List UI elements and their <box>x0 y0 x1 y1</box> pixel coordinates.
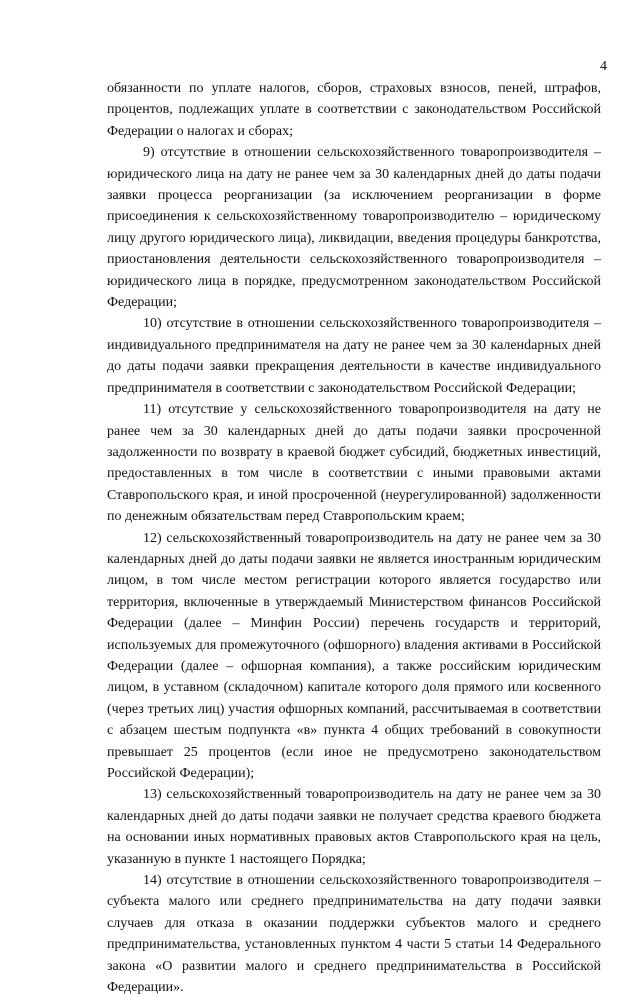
paragraph-item-12: 12) сельскохозяйственный товаропроизводитель на дату не ранее чем за 30 календарных дней до даты подачи заявки не является иностранным юридическим лицом, в том числе местом регистрации которого является государство или территория, включенные в утверждаемый Министерством финансов Российской Федерации (далее – Минфин России) перечень государств и территорий, используемых для промежуточного (офшорного) владения активами в Российской Федерации (далее – офшорная компания), а также российским юридическим лицом, в уставном (складочном) капитале которого доля прямого или косвенного (через третьих лиц) участия офшорных компаний, рассчитываемая в соответствии с абзацем шестым подпункта «в» пункта 4 общих требований в совокупности превышает 25 процентов (если иное не предусмотрено законодательством Российской Федерации); <box>107 530 601 781</box>
paragraph-continuation: обязанности по уплате налогов, сборов, страховых взносов, пеней, штрафов, процентов, подлежащих уплате в соответствии с законодательством Российской Федерации о налогах и сборах; <box>107 81 601 139</box>
paragraph-item-10: 10) отсутствие в отношении сельскохозяйственного товаропроизводителя – индивидуального предпринимателя на дату не ранее чем за 30 каленdарных дней до даты подачи заявки прекращения деятельности в качестве индивидуального предпринимателя в соответствии с законодательством Российской Федерации; <box>107 316 601 396</box>
paragraph-item-11: 11) отсутствие у сельскохозяйственного товаропроизводителя на дату не ранее чем за 30 календарных дней до даты подачи заявки просроченной задолженности по возврату в краевой бюджет субсидий, бюджетных инвестиций, предоставленных в том числе в соответствии с иными правовыми актами Ставропольского края, и иной просроченной (неурегулированной) задолженности по денежным обязательствам перед Ставропольским краем; <box>107 402 601 525</box>
paragraph-item-13: 13) сельскохозяйственный товаропроизводитель на дату не ранее чем за 30 календарных дней до даты подачи заявки не получает средства краевого бюджета на основании иных нормативных правовых актов Ставропольского края на цель, указанную в пункте 1 настоящего Порядка; <box>107 787 601 867</box>
page-number: 4 <box>600 59 607 74</box>
document-body <box>107 78 601 998</box>
paragraph-item-14: 14) отсутствие в отношении сельскохозяйственного товаропроизводителя – субъекта малого или среднего предпринимательства на дату подачи заявки случаев для отказа в оказании поддержки субъектов малого и среднего предпринимательства, установленных пунктом 4 части 5 статьи 14 Федерального закона «О развитии малого и среднего предпринимательства в Российской Федерации». <box>107 873 601 996</box>
paragraph-item-9: 9) отсутствие в отношении сельскохозяйственного товаропроизводителя – юридического лица на дату не ранее чем за 30 календарных дней до даты подачи заявки процесса реорганизации (за исключением реорганизации в форме присоединения к сельскохозяйственному товаропроизводителю – юридическому лицу другого юридического лица), ликвидации, введения процедуры банкротства, приостановления деятельности сельскохозяйственного товаропроизводителя – юридического лица в порядке, предусмотренном законодательством Российской Федерации; <box>107 145 601 311</box>
